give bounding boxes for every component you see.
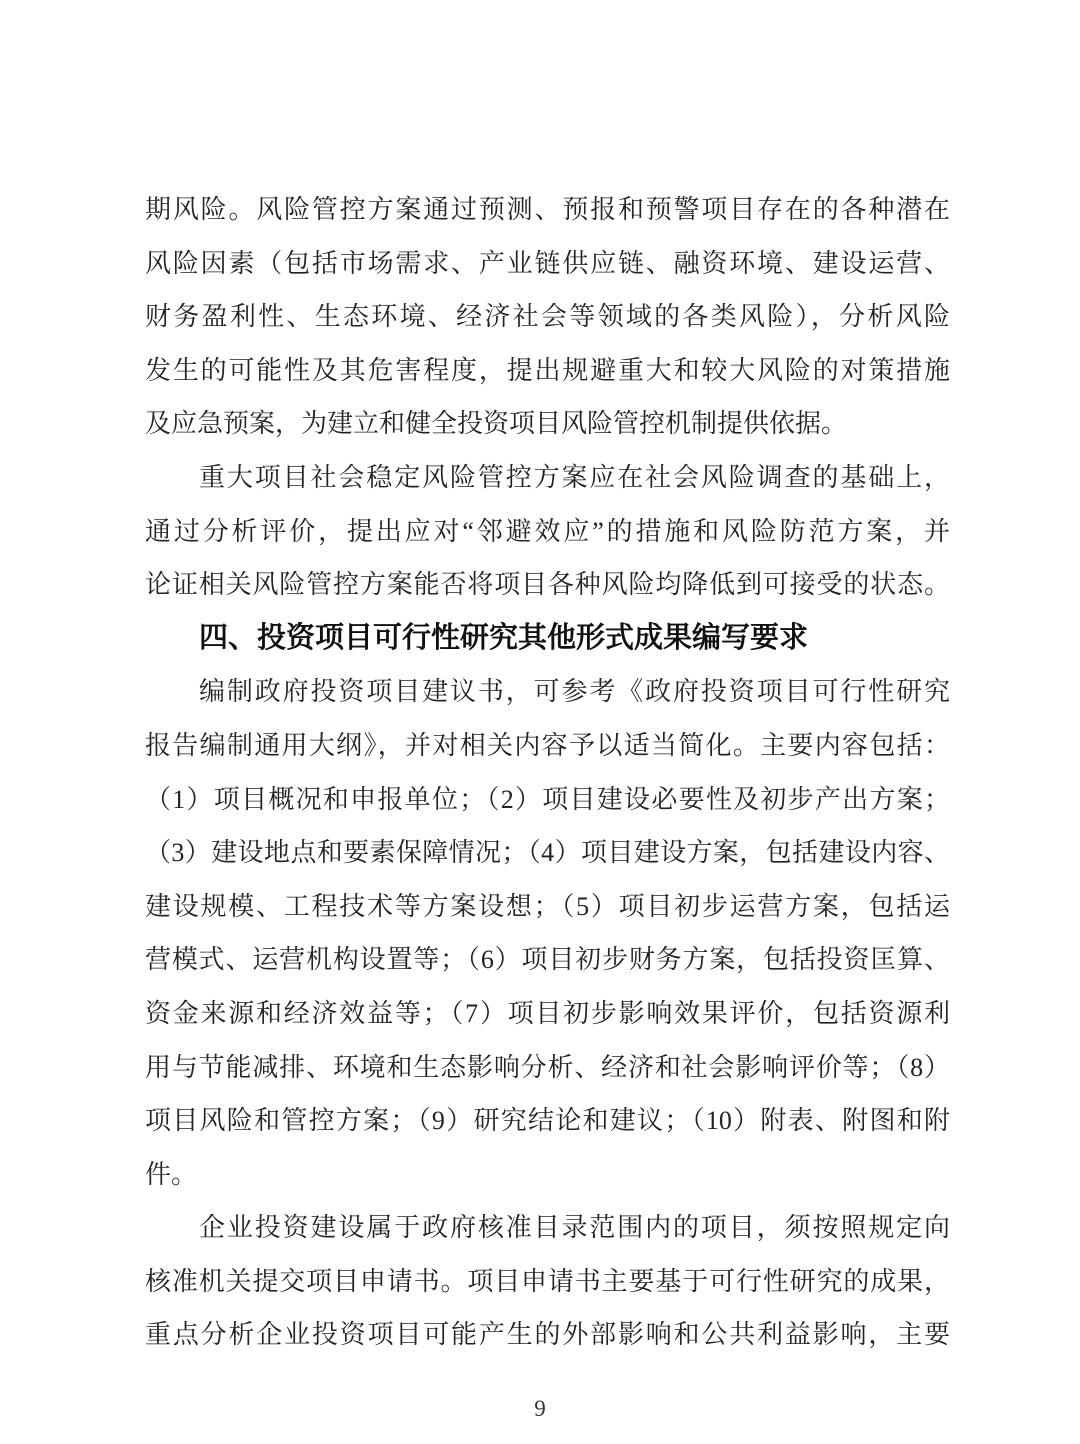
body-text-line: 期风险。风险管控方案通过预测、预报和预警项目存在的各种潜在 — [145, 195, 950, 224]
body-text-line: 企业投资建设属于政府核准目录范围内的项目，须按照规定向 — [199, 1213, 950, 1243]
body-text-line: 财务盈利性、生态环境、经济社会等领域的各类风险），分析风险 — [145, 302, 950, 332]
body-text-line: （3）建设地点和要素保障情况；（4）项目建设方案，包括建设内容、 — [145, 838, 950, 868]
section-heading: 四、投资项目可行性研究其他形式成果编写要求 — [199, 621, 809, 654]
page-number: 9 — [534, 1396, 546, 1421]
body-text-line: （1）项目概况和申报单位；（2）项目建设必要性及初步产出方案； — [145, 784, 950, 814]
body-text-line: 风险因素（包括市场需求、产业链供应链、融资环境、建设运营、 — [145, 248, 950, 278]
body-text-line: 重点分析企业投资项目可能产生的外部影响和公共利益影响，主要 — [145, 1320, 950, 1350]
body-text-line: 论证相关风险管控方案能否将项目各种风险均降低到可接受的状态。 — [145, 570, 950, 600]
document-body — [145, 183, 950, 1362]
body-text-line: 用与节能减排、环境和生态影响分析、经济和社会影响评价等；（8） — [145, 1052, 950, 1082]
body-text-line: 通过分析评价，提出应对“邻避效应”的措施和风险防范方案，并 — [145, 516, 950, 546]
body-text-line: 件。 — [145, 1159, 198, 1189]
body-text-line: 核准机关提交项目申请书。项目申请书主要基于可行性研究的成果， — [145, 1266, 950, 1296]
body-text-line: 重大项目社会稳定风险管控方案应在社会风险调查的基础上， — [199, 462, 950, 492]
body-text-line: 编制政府投资项目建议书，可参考《政府投资项目可行性研究 — [199, 677, 950, 707]
body-text-line: 建设规模、工程技术等方案设想；（5）项目初步运营方案，包括运 — [145, 891, 950, 921]
body-text-line: 发生的可能性及其危害程度，提出规避重大和较大风险的对策措施 — [145, 355, 950, 385]
body-text-line: 项目风险和管控方案；（9）研究结论和建议；（10）附表、附图和附 — [145, 1106, 950, 1136]
body-text-line: 营模式、运营机构设置等；（6）项目初步财务方案，包括投资匡算、 — [145, 945, 950, 975]
body-text-line: 报告编制通用大纲》，并对相关内容予以适当简化。主要内容包括： — [145, 730, 950, 760]
body-text-line: 及应急预案，为建立和健全投资项目风险管控机制提供依据。 — [145, 409, 848, 439]
body-text-line: 资金来源和经济效益等；（7）项目初步影响效果评价，包括资源利 — [145, 998, 950, 1028]
